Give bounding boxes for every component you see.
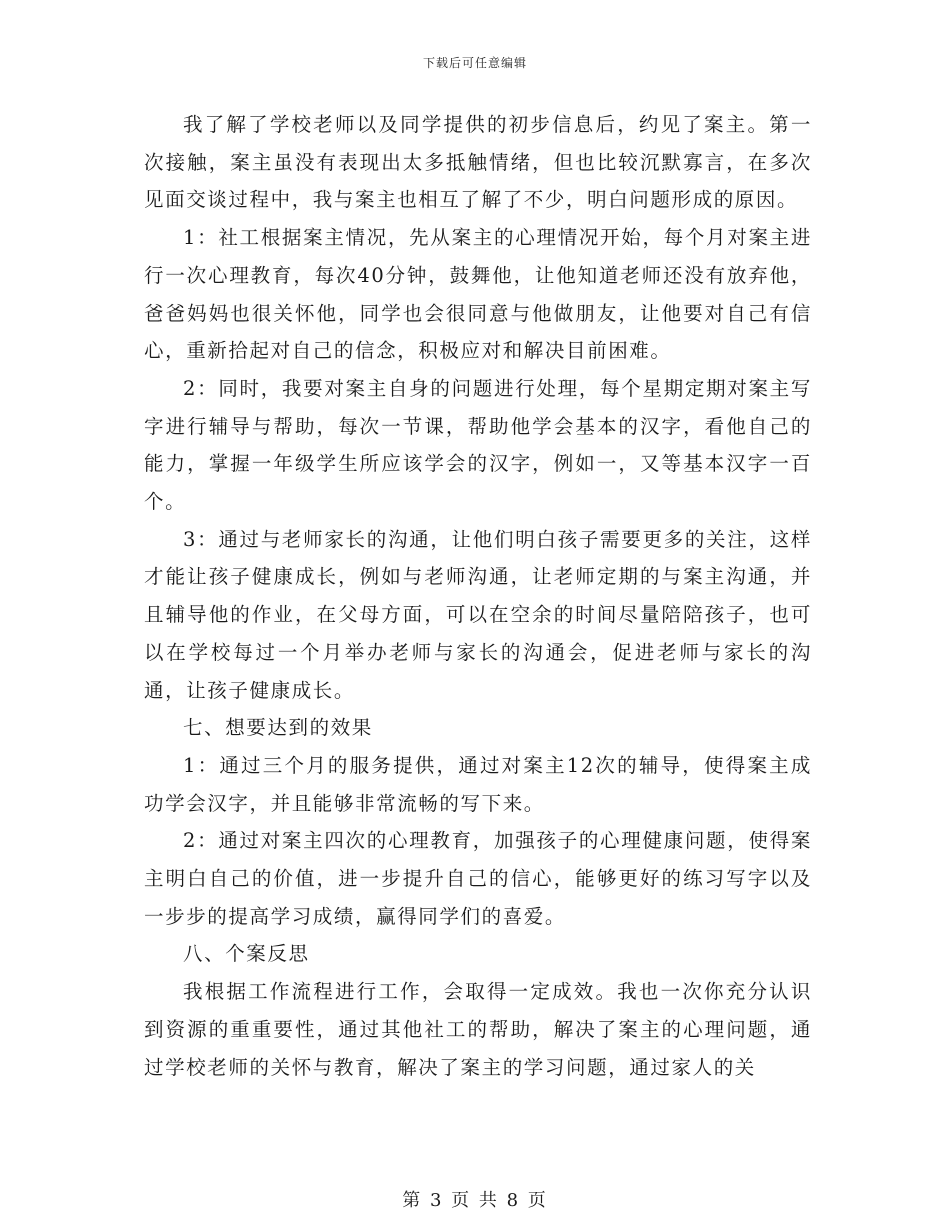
section-heading-case-reflection: 八、个案反思	[183, 942, 310, 966]
paragraph-intro: 我了解了学校老师以及同学提供的初步信息后，约见了案主。第一次接触，案主虽没有表现出太多抵触情绪，但也比较沉默寡言，在多次见面交谈过程中，我与案主也相互了解了不少，明白问题形成的原因。	[144, 113, 812, 212]
paragraph-reflection: 我根据工作流程进行工作，会取得一定成效。我也一次你充分认识到资源的重重要性，通过其他社工的帮助，解决了案主的心理问题，通过学校老师的关怀与教育，解决了案主的学习问题，通过家人的关	[144, 980, 812, 1079]
page-header-note: 下载后可任意编辑	[422, 56, 527, 70]
section-heading-expected-effects: 七、想要达到的效果	[183, 716, 373, 740]
paragraph-effect-2: 2：通过对案主四次的心理教育，加强孩子的心理健康问题，使得案主明白自己的价值，进一步提升自己的信心，能够更好的练习写字以及一步步的提高学习成绩，赢得同学们的喜爱。	[144, 829, 812, 928]
paragraph-step-1: 1：社工根据案主情况，先从案主的心理情况开始，每个月对案主进行一次心理教育，每次40分钟，鼓舞他，让他知道老师还没有放弃他，爸爸妈妈也很关怀他，同学也会很同意与他做朋友，让他要对自己有信心，重新拾起对自己的信念，积极应对和解决目前困难。	[144, 226, 812, 363]
paragraph-effect-1: 1：通过三个月的服务提供，通过对案主12次的辅导，使得案主成功学会汉字，并且能够非常流畅的写下来。	[144, 753, 812, 815]
paragraph-step-2: 2：同时，我要对案主自身的问题进行处理，每个星期定期对案主写字进行辅导与帮助，每次一节课，帮助他学会基本的汉字，看他自己的能力，掌握一年级学生所应该学会的汉字，例如一，又等基本汉字一百个。	[144, 376, 812, 514]
paragraph-step-3: 3：通过与老师家长的沟通，让他们明白孩子需要更多的关注，这样才能让孩子健康成长，例如与老师沟通，让老师定期的与案主沟通，并且辅导他的作业，在父母方面，可以在空余的时间尽量陪陪孩子，也可以在学校每过一个月举办老师与家长的沟通会，促进老师与家长的沟通，让孩子健康成长。	[144, 527, 812, 702]
page-number-footer: 第 3 页 共 8 页	[402, 1190, 548, 1211]
document-body	[144, 106, 812, 1086]
